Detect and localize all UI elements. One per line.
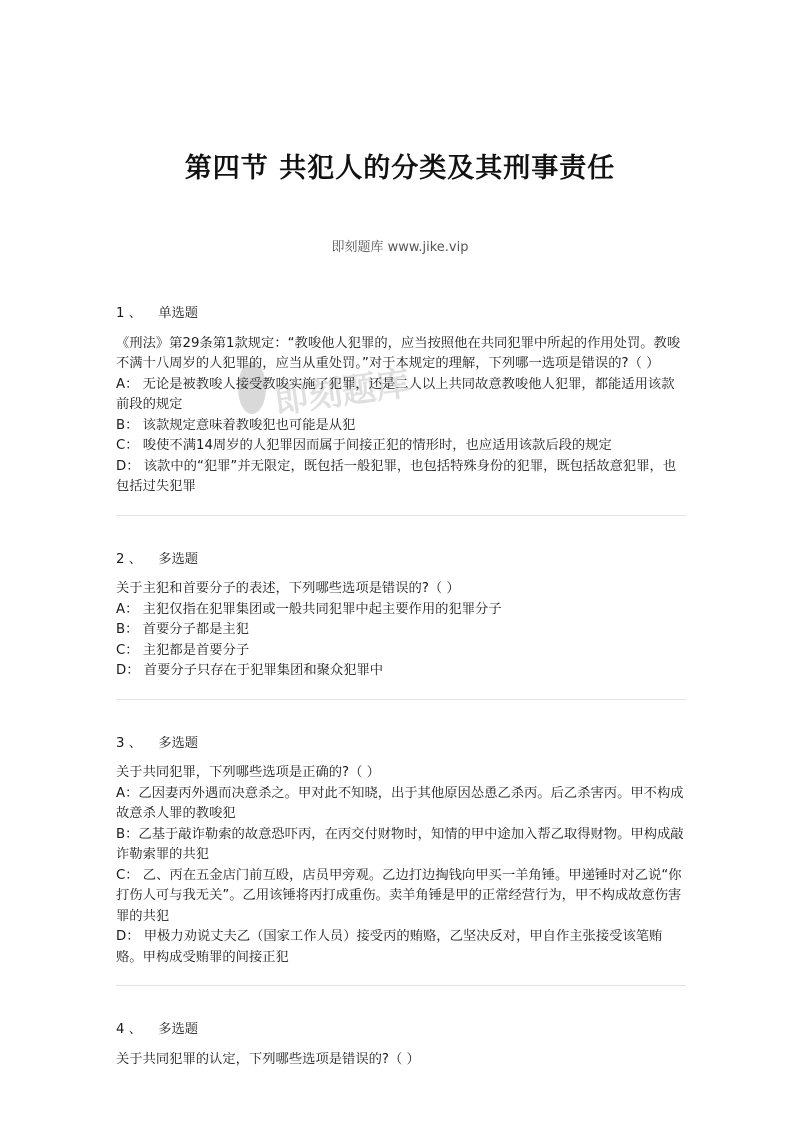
- question-4: [116, 1020, 686, 1070]
- option-a: A：乙因妻丙外遇而决意杀之。甲对此不知晓，出于其他原因怂恿乙杀丙。后乙杀害丙。甲不构成故意杀人罪的教唆犯: [116, 785, 684, 821]
- option-c: C： 主犯都是首要分子: [116, 642, 250, 658]
- question-1: [116, 304, 686, 498]
- option-d: D： 首要分子只存在于犯罪集团和聚众犯罪中: [116, 663, 384, 678]
- option-b: B： 首要分子都是主犯: [116, 622, 250, 637]
- question-header: [116, 550, 686, 571]
- option-d: D： 该款中的“犯罪”并无限定，既包括一般犯罪，也包括特殊身份的犯罪，既包括故意犯罪，也包括过失犯罪: [116, 458, 677, 494]
- option-d: D： 甲极力劝说丈夫乙（国家工作人员）接受丙的贿赂，乙坚决反对，甲自作主张接受该笔贿赂。甲构成受贿罪的间接正犯: [116, 929, 663, 965]
- page-title: 第四节 共犯人的分类及其刑事责任: [184, 153, 616, 184]
- question-2: [116, 550, 686, 682]
- question-3: [116, 734, 686, 969]
- question-number: 3 、: [116, 735, 142, 751]
- option-a: A： 主犯仅指在犯罪集团或一般共同犯罪中起主要作用的犯罪分子: [116, 601, 502, 617]
- question-stem: 《刑法》第29条第1款规定：“教唆他人犯罪的，应当按照他在共同犯罪中所起的作用处罚。教唆不满十八周岁的人犯罪的，应当从重处罚。”对于本规定的理解，下列哪一选项是错误的?（ ）: [116, 335, 681, 371]
- question-header: [116, 734, 686, 755]
- question-number: 1 、: [116, 306, 142, 321]
- question-stem: 关于共同犯罪的认定，下列哪些选项是错误的?（ ）: [116, 1051, 420, 1067]
- divider: [116, 699, 686, 700]
- question-type: 多选题: [158, 551, 199, 567]
- question-header: [116, 1020, 686, 1041]
- option-c: C： 唆使不满14周岁的人犯罪因而属于间接正犯的情形时，也应适用该款后段的规定: [116, 438, 612, 453]
- divider: [116, 985, 686, 986]
- watermark-text: 即刻题库: [271, 363, 413, 422]
- option-b: B： 该款规定意味着教唆犯也可能是从犯: [116, 417, 356, 433]
- question-number: 2 、: [116, 551, 142, 567]
- question-header: [116, 304, 686, 325]
- question-number: 4 、: [116, 1022, 142, 1037]
- page-subtitle: 即刻题库 www.jike.vip: [331, 240, 469, 255]
- question-type: 单选题: [158, 306, 199, 321]
- question-type: 多选题: [158, 1022, 199, 1037]
- question-stem: 关于共同犯罪，下列哪些选项是正确的?（ ）: [116, 765, 380, 780]
- option-b: B：乙基于敲诈勒索的故意恐吓丙，在丙交付财物时，知情的甲中途加入帮乙取得财物。甲构成敲诈勒索罪的共犯: [116, 826, 684, 862]
- divider: [116, 515, 686, 516]
- question-type: 多选题: [158, 735, 199, 751]
- question-stem: 关于主犯和首要分子的表述，下列哪些选项是错误的?（ ）: [116, 581, 460, 596]
- option-c: C： 乙、丙在五金店门前互殴，店员甲旁观。乙边打边掏钱向甲买一羊角锤。甲递锤时对乙说“你打伤人可与我无关”。乙用该锤将丙打成重伤。卖羊角锤是甲的正常经营行为，甲不构成故意伤害罪的共犯: [116, 867, 682, 924]
- option-a: A： 无论是被教唆人接受教唆实施了犯罪，还是二人以上共同故意教唆他人犯罪，都能适用该款前段的规定: [116, 376, 675, 412]
- question-list: [116, 304, 686, 1070]
